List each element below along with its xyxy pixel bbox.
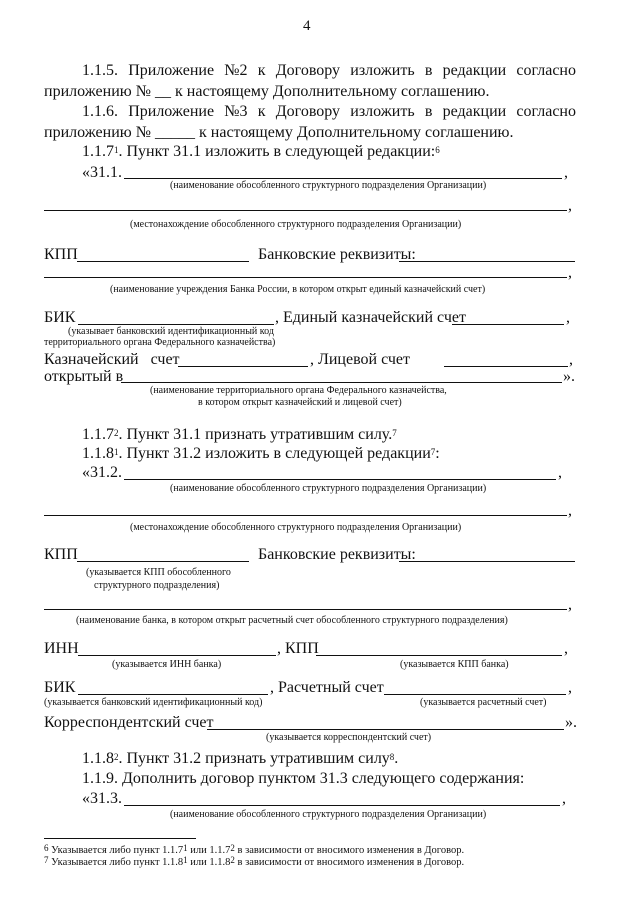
clause-text: . Пункт 31.2 изложить в следующей редакции bbox=[118, 445, 431, 462]
personal-account-text: , Лицевой счет bbox=[310, 351, 411, 368]
footnote-text: Указывается либо пункт 1.1.7 bbox=[48, 845, 184, 856]
clause-text: . Пункт 31.1 изложить в следующей редакции: bbox=[118, 143, 436, 160]
blank-line[interactable] bbox=[44, 609, 567, 610]
caption: (указывает банковский идентификационный код bbox=[68, 326, 274, 337]
caption: (наименование учреждения Банка России, в котором открыт единый казначейский счет) bbox=[110, 284, 486, 295]
paragraph-1-1-9: 1.1.9. Дополнить договор пунктом 31.3 следующего содержания: bbox=[82, 770, 525, 787]
settlement-account-field[interactable] bbox=[384, 694, 566, 695]
word: к bbox=[257, 103, 266, 120]
caption: (наименование территориального органа Федерального казначейства, bbox=[150, 385, 447, 396]
word: редакции bbox=[442, 62, 507, 79]
comma: , bbox=[568, 502, 572, 519]
superscript: 2 bbox=[114, 428, 119, 438]
kpp-label: КПП bbox=[44, 246, 78, 263]
personal-account-field[interactable] bbox=[444, 366, 568, 367]
word: Приложение bbox=[128, 103, 215, 120]
bik-label: БИК bbox=[44, 679, 76, 696]
page-number: 4 bbox=[303, 18, 311, 34]
word: 1.1.5. bbox=[82, 62, 118, 79]
clause-text: . Пункт 31.1 признать утратившим силу. bbox=[118, 426, 393, 443]
word: 1.1.6. bbox=[82, 103, 118, 120]
opened-in-field[interactable] bbox=[121, 382, 562, 383]
comma: , bbox=[568, 596, 572, 613]
clause-number: 1.1.7 bbox=[82, 143, 114, 160]
caption: (указывается корреспондентский счет) bbox=[266, 732, 432, 743]
word: согласно bbox=[516, 103, 576, 120]
caption: (указывается КПП банка) bbox=[400, 659, 509, 670]
caption: (наименование обособленного структурного подразделения Организации) bbox=[170, 483, 487, 494]
treasury-account-label bbox=[44, 351, 180, 369]
word: №2 bbox=[224, 62, 248, 79]
settlement-account-label: , Расчетный счет bbox=[270, 679, 384, 696]
correspondent-account-label: Корреспондентский счет bbox=[44, 714, 214, 731]
caption: (наименование обособленного структурного подразделения Организации) bbox=[170, 180, 487, 191]
footnote-separator bbox=[44, 838, 196, 839]
clause-number: 1.1.8 bbox=[82, 445, 114, 462]
bik-field[interactable] bbox=[78, 324, 274, 325]
superscript: 1 bbox=[114, 145, 119, 155]
comma: , bbox=[568, 264, 572, 281]
comma: , bbox=[569, 351, 573, 368]
superscript: 1 bbox=[183, 855, 188, 865]
inn-label: ИНН bbox=[44, 640, 79, 657]
comma: , bbox=[568, 679, 572, 696]
inn-field[interactable] bbox=[78, 655, 276, 656]
word: Договору bbox=[275, 103, 341, 120]
blank-line[interactable] bbox=[124, 178, 562, 179]
footnote-number: 6 bbox=[44, 843, 49, 853]
word: к bbox=[257, 62, 266, 79]
bik-field[interactable] bbox=[78, 694, 268, 695]
close-quote: ». bbox=[565, 714, 577, 731]
comma: , bbox=[562, 790, 566, 807]
footnote-number: 7 bbox=[44, 855, 49, 865]
caption: в котором открыт казначейский и лицевой счет) bbox=[198, 397, 402, 408]
kpp-field[interactable] bbox=[77, 561, 249, 562]
blank-line[interactable] bbox=[44, 515, 567, 516]
paragraph-1-1-7-2 bbox=[82, 426, 397, 444]
word: Казначейский bbox=[44, 351, 139, 368]
bank-details-field[interactable] bbox=[399, 561, 575, 562]
caption: (указывается банковский идентификационный код) bbox=[44, 697, 263, 708]
treasury-account-field[interactable] bbox=[178, 366, 308, 367]
word: в bbox=[424, 103, 433, 120]
kpp-label: КПП bbox=[44, 546, 78, 563]
personal-account-label bbox=[310, 351, 410, 369]
kpp-bank-label: , КПП bbox=[277, 640, 319, 657]
footnote-7 bbox=[44, 857, 464, 868]
footnote-text: Указывается либо пункт 1.1.8 bbox=[48, 857, 184, 868]
word: счет bbox=[150, 351, 180, 368]
single-account-label: , Единый казначейский счет bbox=[275, 309, 466, 326]
word: изложить bbox=[350, 62, 415, 79]
caption: (наименование обособленного структурного подразделения Организации) bbox=[170, 809, 487, 820]
caption: территориального органа Федерального казначейства) bbox=[44, 337, 276, 348]
colon: : bbox=[435, 445, 440, 462]
superscript: 2 bbox=[230, 855, 235, 865]
footnote-text: или 1.1.8 bbox=[187, 857, 231, 868]
comma: , bbox=[566, 309, 570, 326]
bik-label: БИК bbox=[44, 309, 76, 326]
footnote-ref: 7 bbox=[430, 447, 436, 457]
quote-31-1: «31.1. bbox=[82, 164, 122, 181]
period: . bbox=[394, 750, 399, 767]
clause-text: . Пункт 31.2 признать утратившим силу bbox=[118, 750, 390, 767]
clause-number: 1.1.8 bbox=[82, 750, 114, 767]
superscript: 2 bbox=[230, 843, 235, 853]
comma: , bbox=[564, 640, 568, 657]
word: в bbox=[424, 62, 433, 79]
footnote-ref: 7 bbox=[392, 428, 397, 438]
caption: структурного подразделения) bbox=[94, 580, 220, 591]
footnote-6 bbox=[44, 845, 464, 856]
word: согласно bbox=[516, 62, 576, 79]
blank-line[interactable] bbox=[124, 805, 560, 806]
kpp-field[interactable] bbox=[77, 261, 249, 262]
quote-31-3: «31.3. bbox=[82, 790, 122, 807]
bank-details-label: Банковские реквизиты: bbox=[258, 246, 416, 263]
word: Приложение bbox=[128, 62, 215, 79]
word: Договору bbox=[275, 62, 341, 79]
quote-31-2: «31.2. bbox=[82, 464, 122, 481]
caption: (указывается расчетный счет) bbox=[420, 697, 547, 708]
footnote-ref: 6 bbox=[435, 145, 440, 155]
bank-details-field[interactable] bbox=[399, 261, 575, 262]
caption: (указывается ИНН банка) bbox=[112, 659, 222, 670]
correspondent-account-field[interactable] bbox=[207, 729, 564, 730]
word: изложить bbox=[350, 103, 415, 120]
footnote-ref: 8 bbox=[389, 752, 395, 762]
footnote-text: в зависимости от вносимого изменения в Договор. bbox=[234, 857, 465, 868]
clause-number: 1.1.7 bbox=[82, 426, 114, 443]
paragraph-1-1-8-1 bbox=[82, 445, 440, 463]
single-account-field[interactable] bbox=[452, 324, 564, 325]
superscript: 2 bbox=[114, 752, 119, 762]
paragraph-1-1-5-cont: приложению № __ к настоящему Дополнительному соглашению. bbox=[44, 83, 490, 100]
superscript: 1 bbox=[114, 447, 119, 457]
blank-line[interactable] bbox=[124, 479, 556, 480]
comma: , bbox=[558, 464, 562, 481]
blank-line[interactable] bbox=[44, 210, 567, 211]
word: редакции bbox=[442, 103, 507, 120]
close-quote: ». bbox=[563, 368, 575, 385]
word: №3 bbox=[224, 103, 248, 120]
paragraph-1-1-7-1 bbox=[82, 143, 440, 161]
paragraph-1-1-6-cont: приложению № _____ к настоящему Дополнительному соглашению. bbox=[44, 124, 514, 141]
blank-line[interactable] bbox=[44, 277, 567, 278]
footnote-text: в зависимости от вносимого изменения в Договор. bbox=[234, 845, 465, 856]
kpp-bank-field[interactable] bbox=[316, 655, 562, 656]
caption: (местонахождение обособленного структурного подразделения Организации) bbox=[130, 219, 462, 230]
caption: (местонахождение обособленного структурного подразделения Организации) bbox=[130, 522, 462, 533]
comma: , bbox=[564, 164, 568, 181]
opened-in-label: открытый в bbox=[44, 368, 124, 385]
paragraph-1-1-5 bbox=[82, 62, 576, 80]
bank-details-label: Банковские реквизиты: bbox=[258, 546, 416, 563]
superscript: 1 bbox=[183, 843, 188, 853]
paragraph-1-1-6 bbox=[82, 103, 576, 121]
footnote-text: или 1.1.7 bbox=[187, 845, 231, 856]
comma: , bbox=[568, 197, 572, 214]
caption: (указывается КПП обособленного bbox=[86, 567, 231, 578]
caption: (наименование банка, в котором открыт расчетный счет обособленного структурного подразделения) bbox=[76, 615, 508, 626]
paragraph-1-1-8-2 bbox=[82, 750, 398, 768]
